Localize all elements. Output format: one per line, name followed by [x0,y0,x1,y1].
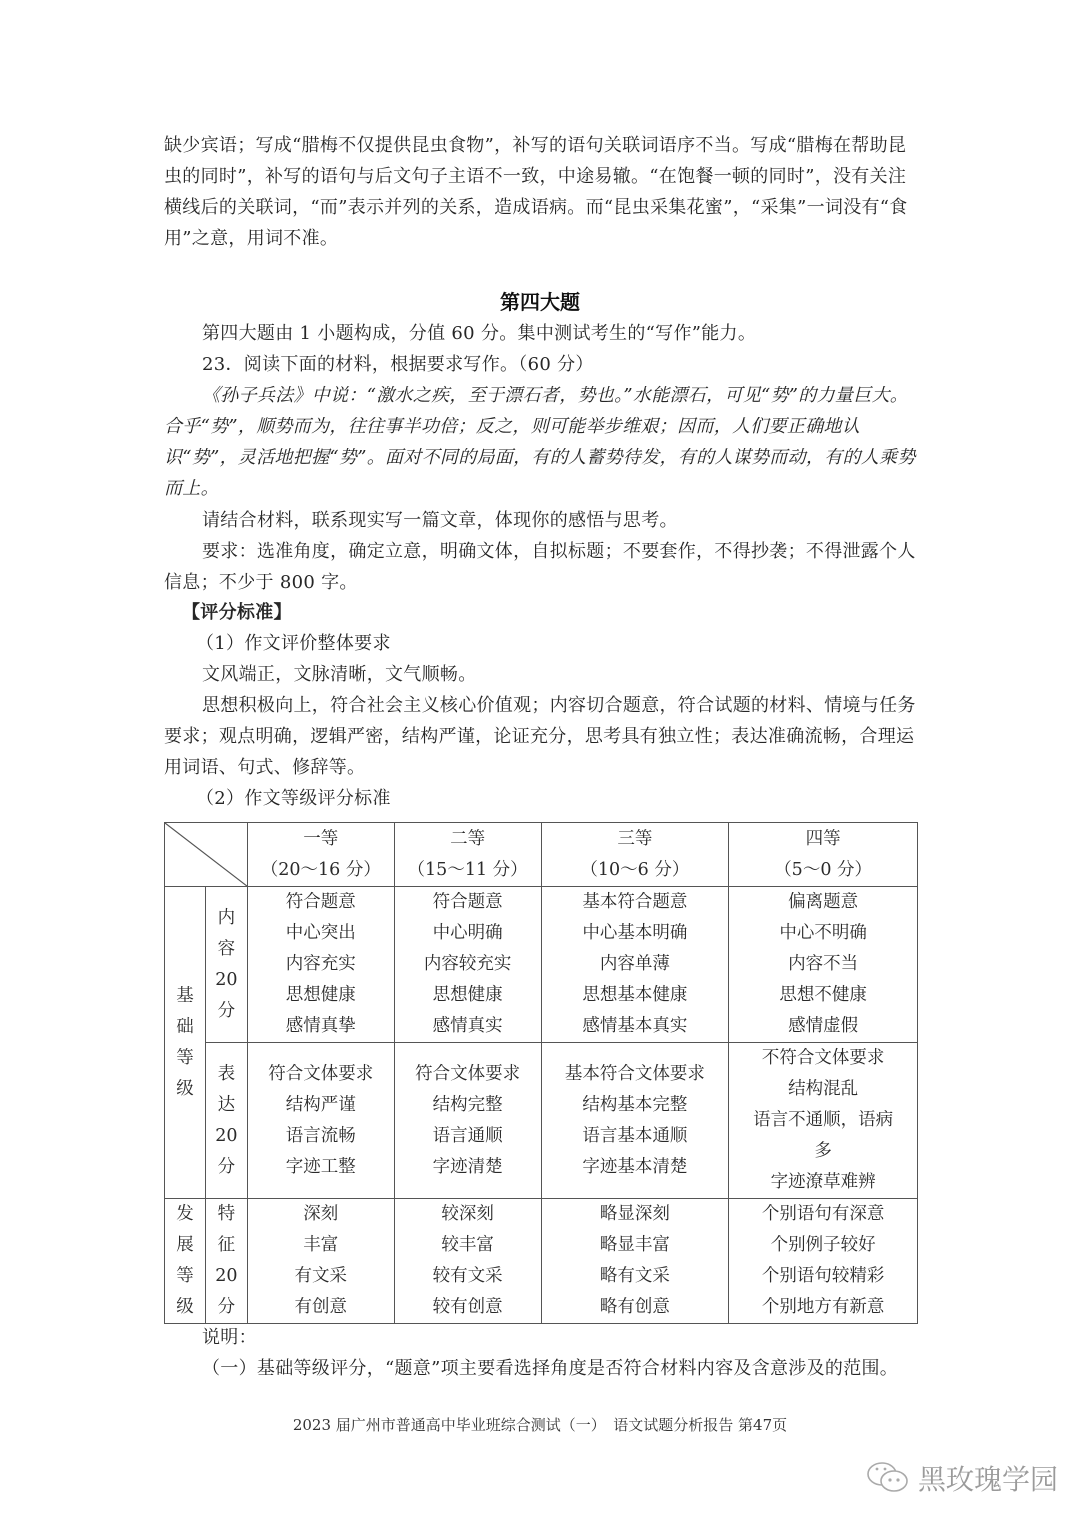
note-heading: 说明： [202,1327,257,1348]
table-cell: 较深刻 较丰富 较有文采 较有创意 [394,1199,541,1324]
row-label-features: 特 征 20 分 [205,1199,247,1324]
question-prompt: 23．阅读下面的材料，根据要求写作。（60 分） [202,354,594,375]
group-label-basic: 基 础 等 级 [165,887,206,1199]
wechat-icon [866,1460,910,1496]
header-grade-4: 四等 （5～0 分） [729,823,918,887]
row-label-content: 内 容 20 分 [205,887,247,1043]
intro-paragraph: 缺少宾语；写成“腊梅不仅提供昆虫食物”，补写的语句关联词语序不当。写成“腊梅在帮助昆虫的同时”，补写的语句与后文句子主语不一致，中途易辙。“在饱餐一顿的同时”，没有关注横线后的关联词，“而”表示并列的关系，造成语病。而“昆虫采集花蜜”，“采集”一词没有“食用”之意，用词不准。 [164,135,908,249]
page-footer: 2023 届广州市普通高中毕业班综合测试（一） 语文试题分析报告 第47页 [292,1416,788,1434]
table-header-row [165,823,918,887]
table-row-features [165,1199,918,1324]
material-text: 《孙子兵法》中说：“激水之疾，至于漂石者，势也。”水能漂石，可见“势”的力量巨大。合乎“势”，顺势而为，往往事半功倍；反之，则可能举步维艰；因而，人们要正确地认识“势”，灵活地把握“势”。面对不同的局面，有的人蓄势待发，有的人谋势而动，有的人乘势而上。 [164,385,916,499]
table-row-expression [165,1043,918,1199]
table-cell: 深刻 丰富 有文采 有创意 [247,1199,394,1324]
section-title: 第四大题 [500,290,580,314]
table-row-content [165,887,918,1043]
table-cell: 不符合文体要求 结构混乱 语言不通顺，语病 多 字迹潦草难辨 [729,1043,918,1199]
table-cell: 符合文体要求 结构严谨 语言流畅 字迹工整 [247,1043,394,1199]
note-item-1: （一）基础等级评分，“题意”项主要看选择角度是否符合材料内容及含意涉及的范围。 [202,1358,899,1379]
table-cell: 偏离题意 中心不明确 内容不当 思想不健康 感情虚假 [729,887,918,1043]
table-cell: 符合文体要求 结构完整 语言通顺 字迹清楚 [394,1043,541,1199]
watermark [866,1458,1058,1498]
watermark-text: 黑玫瑰学园 [918,1463,1059,1496]
diagonal-corner-cell [165,823,248,887]
sub1-line2: 思想积极向上，符合社会主义核心价值观；内容切合题意，符合试题的材料、情境与任务要求；观点明确，逻辑严密，结构严谨，论证充分，思考具有独立性；表达准确流畅，合理运用词语、句式、修辞等。 [164,695,916,778]
scoring-heading: 【评分标准】 [182,602,292,623]
header-grade-3: 三等 （10～6 分） [541,823,729,887]
sub1-line1: 文风端正，文脉清晰，文气顺畅。 [202,664,477,685]
sub2-heading: （2）作文等级评分标准 [196,788,391,809]
sub1-heading: （1）作文评价整体要求 [196,633,391,654]
grading-table [164,822,918,1324]
table-cell: 个别语句有深意 个别例子较好 个别语句较精彩 个别地方有新意 [729,1199,918,1324]
table-cell: 基本符合题意 中心基本明确 内容单薄 思想基本健康 感情基本真实 [541,887,729,1043]
group-label-development: 发 展 等 级 [165,1199,206,1324]
header-grade-1: 一等 （20～16 分） [247,823,394,887]
table-cell: 符合题意 中心明确 内容较充实 思想健康 感情真实 [394,887,541,1043]
instruction-text: 请结合材料，联系现实写一篇文章，体现你的感悟与思考。 [202,510,678,531]
table-cell: 符合题意 中心突出 内容充实 思想健康 感情真挚 [247,887,394,1043]
row-label-expression: 表 达 20 分 [205,1043,247,1199]
table-cell: 略显深刻 略显丰富 略有文采 略有创意 [541,1199,729,1324]
table-cell: 基本符合文体要求 结构基本完整 语言基本通顺 字迹基本清楚 [541,1043,729,1199]
header-grade-2: 二等 （15～11 分） [394,823,541,887]
requirements-text: 要求：选准角度，确定立意，明确文体，自拟标题；不要套作，不得抄袭；不得泄露个人信息；不少于 800 字。 [164,541,916,593]
section-intro: 第四大题由 1 小题构成，分值 60 分。集中测试考生的“写作”能力。 [202,323,757,344]
